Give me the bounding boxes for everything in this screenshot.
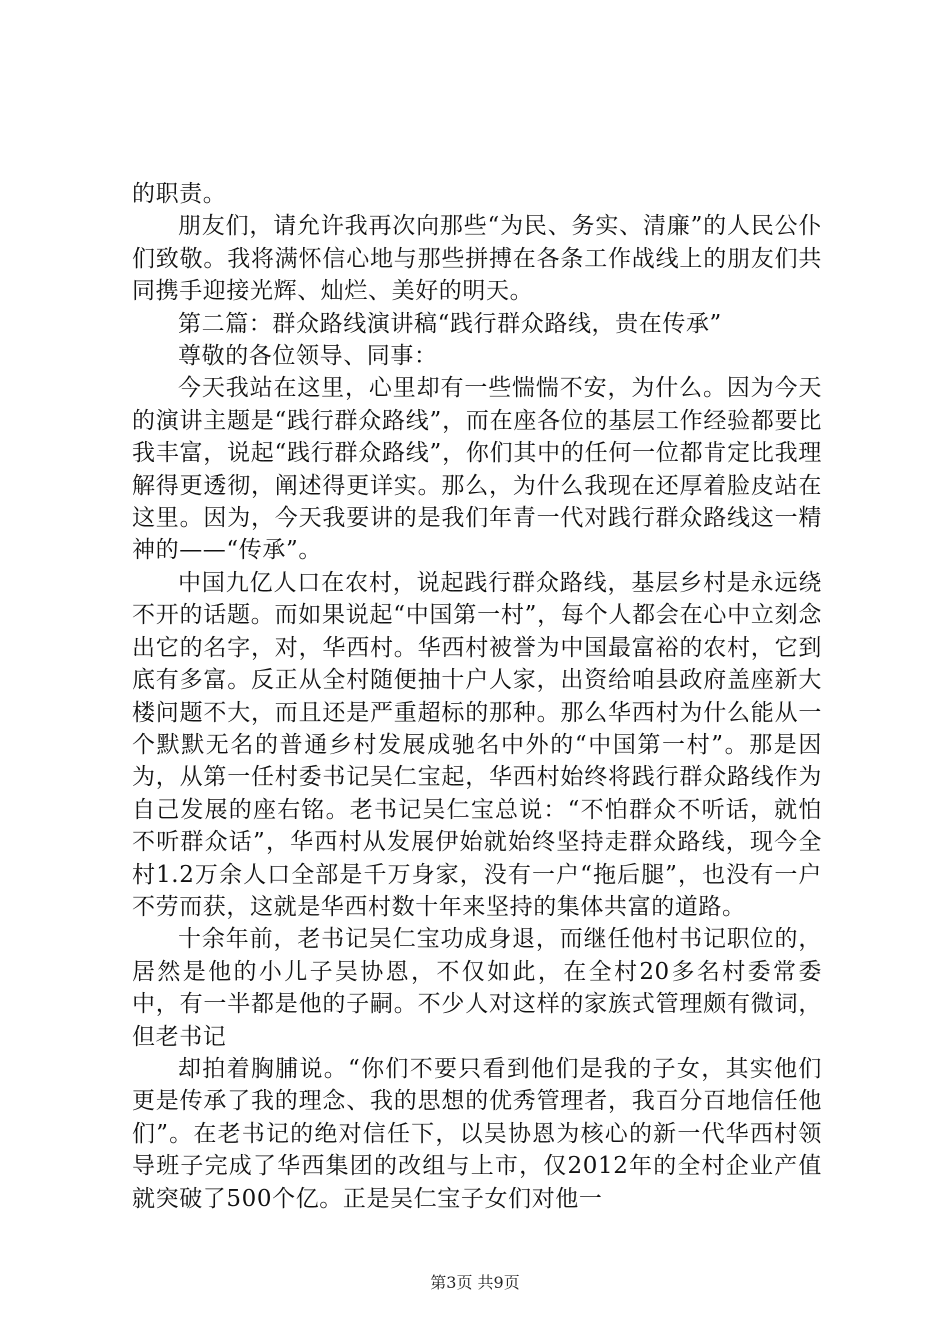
paragraph-trust: 却拍着胸脯说。“你们不要只看到他们是我的子女，其实他们更是传承了我的理念、我的思想的优秀管理者，我百分百地信任他们”。在老书记的绝对信任下，以吴协恩为核心的新一代华西村领导班子完成了华西集团的改组与上市，仅2012年的全村企业产值就突破了500个亿。正是吴仁宝子女们对他一 <box>132 1055 822 1212</box>
paragraph-intro: 今天我站在这里，心里却有一些惴惴不安，为什么。因为今天的演讲主题是“践行群众路线”，而在座各位的基层工作经验都要比我丰富，说起“践行群众路线”，你们其中的任何一位都肯定比我理解得更透彻，阐述得更详实。那么，为什么我现在还厚着脸皮站在这里。因为，今天我要讲的是我们年青一代对践行群众路线这一精神的——“传承”。 <box>132 375 822 564</box>
page-number: 第3页 共9页 <box>430 1273 520 1292</box>
greeting: 尊敬的各位领导、同事： <box>178 343 438 370</box>
section-heading: 第二篇：群众路线演讲稿“践行群众路线，贵在传承” <box>178 310 722 337</box>
document-body <box>132 178 822 1215</box>
paragraph-succession: 十余年前，老书记吴仁宝功成身退，而继任他村书记职位的，居然是他的小儿子吴协恩，不仅如此，在全村20多名村委常委中，有一半都是他的子嗣。不少人对这样的家族式管理颇有微词，但老书记 <box>132 926 822 1050</box>
paragraph-huaxi: 中国九亿人口在农村，说起践行群众路线，基层乡村是永远绕不开的话题。而如果说起“中国第一村”，每个人都会在心中立刻念出它的名字，对，华西村。华西村被誉为中国最富裕的农村，它到底有多富。反正从全村随便抽十户人家，出资给咱县政府盖座新大楼问题不大，而且还是严重超标的那种。那么华西村为什么能从一个默默无名的普通乡村发展成驰名中外的“中国第一村”。那是因为，从第一任村委书记吴仁宝起，华西村始终将践行群众路线作为自己发展的座右铭。老书记吴仁宝总说：“不怕群众不听话，就怕不听群众话”，华西村从发展伊始就始终坚持走群众路线，现今全村1.2万余人口全部是千万身家，没有一户“拖后腿”，也没有一户不劳而获，这就是华西村数十年来坚持的集体共富的道路。 <box>132 569 822 920</box>
paragraph-continuation: 的职责。 <box>132 181 227 207</box>
paragraph-salute: 朋友们，请允许我再次向那些“为民、务实、清廉”的人民公仆们致敬。我将满怀信心地与那些拼搏在各条工作战线上的朋友们共同携手迎接光辉、灿烂、美好的明天。 <box>132 213 822 305</box>
